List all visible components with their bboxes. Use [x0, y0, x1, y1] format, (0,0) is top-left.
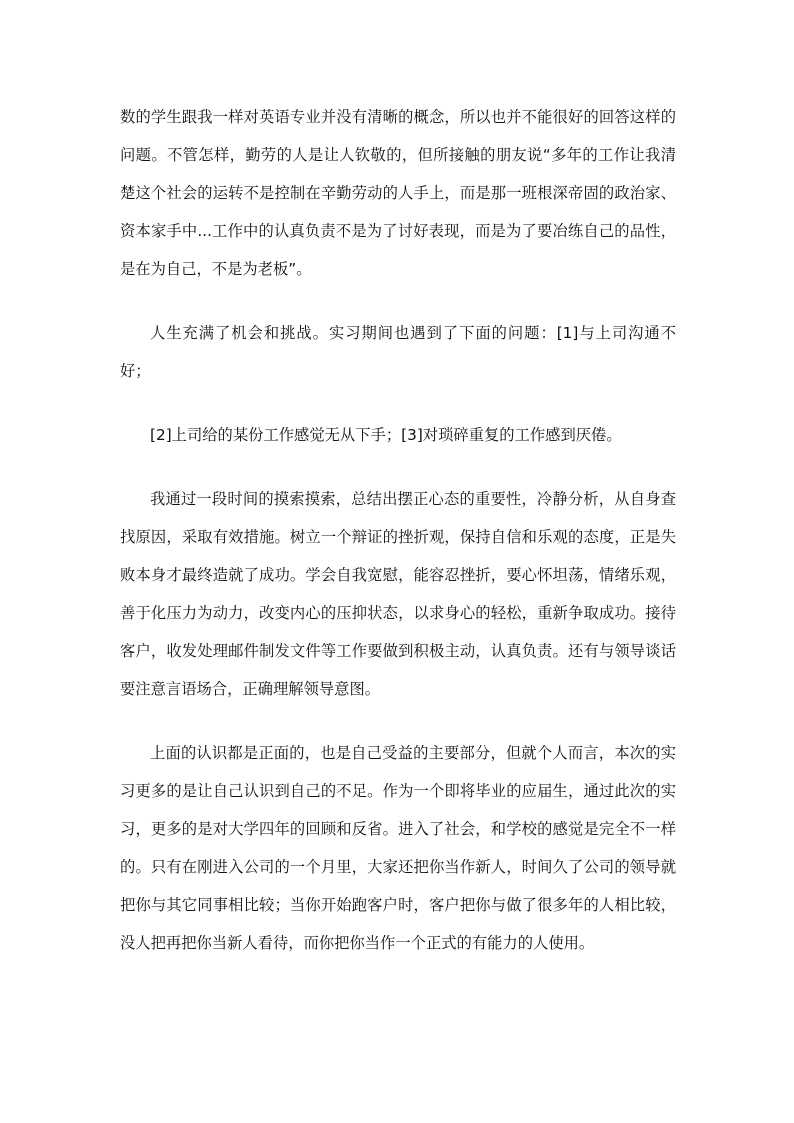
- document-body: [120, 98, 676, 962]
- paragraph-attitude: 我通过一段时间的摸索摸索，总结出摆正心态的重要性，冷静分析，从自身查找原因，采取有效措施。树立一个辩证的挫折观，保持自信和乐观的态度，正是失败本身才最终造就了成功。学会自我宽慰，能容忍挫折，要心怀坦荡，情绪乐观，善于化压力为动力，改变内心的压抑状态，以求身心的轻松，重新争取成功。接待客户，收发处理邮件制发文件等工作要做到积极主动，认真负责。还有与领导谈话要注意言语场合，正确理解领导意图。: [120, 490, 676, 698]
- paragraph-reflection: 上面的认识都是正面的，也是自己受益的主要部分，但就个人而言，本次的实习更多的是让自己认识到自己的不足。作为一个即将毕业的应届生，通过此次的实习，更多的是对大学四年的回顾和反省。进入了社会，和学校的感觉是完全不一样的。只有在刚进入公司的一个月里，大家还把你当作新人，时间久了公司的领导就把你与其它同事相比较；当你开始跑客户时，客户把你与做了很多年的人相比较，没人把再把你当新人看待，而你把你当作一个正式的有能力的人使用。: [120, 744, 676, 952]
- paragraph-challenges: 人生充满了机会和挑战。实习期间也遇到了下面的问题：[1]与上司沟通不好；: [120, 324, 676, 380]
- paragraph-problems-list: [2]上司给的某份工作感觉无从下手；[3]对琐碎重复的工作感到厌倦。: [150, 426, 622, 444]
- paragraph-continuation: 数的学生跟我一样对英语专业并没有清晰的概念，所以也并不能很好的回答这样的问题。不管怎样，勤劳的人是让人钦敬的，但所接触的朋友说“多年的工作让我清楚这个社会的运转不是控制在辛勤劳动的人手上，而是那一班根深帝固的政治家、资本家手中...工作中的认真负责不是为了讨好表现，而是为了要冶练自己的品性，是在为自己，不是为老板”。: [120, 108, 676, 278]
